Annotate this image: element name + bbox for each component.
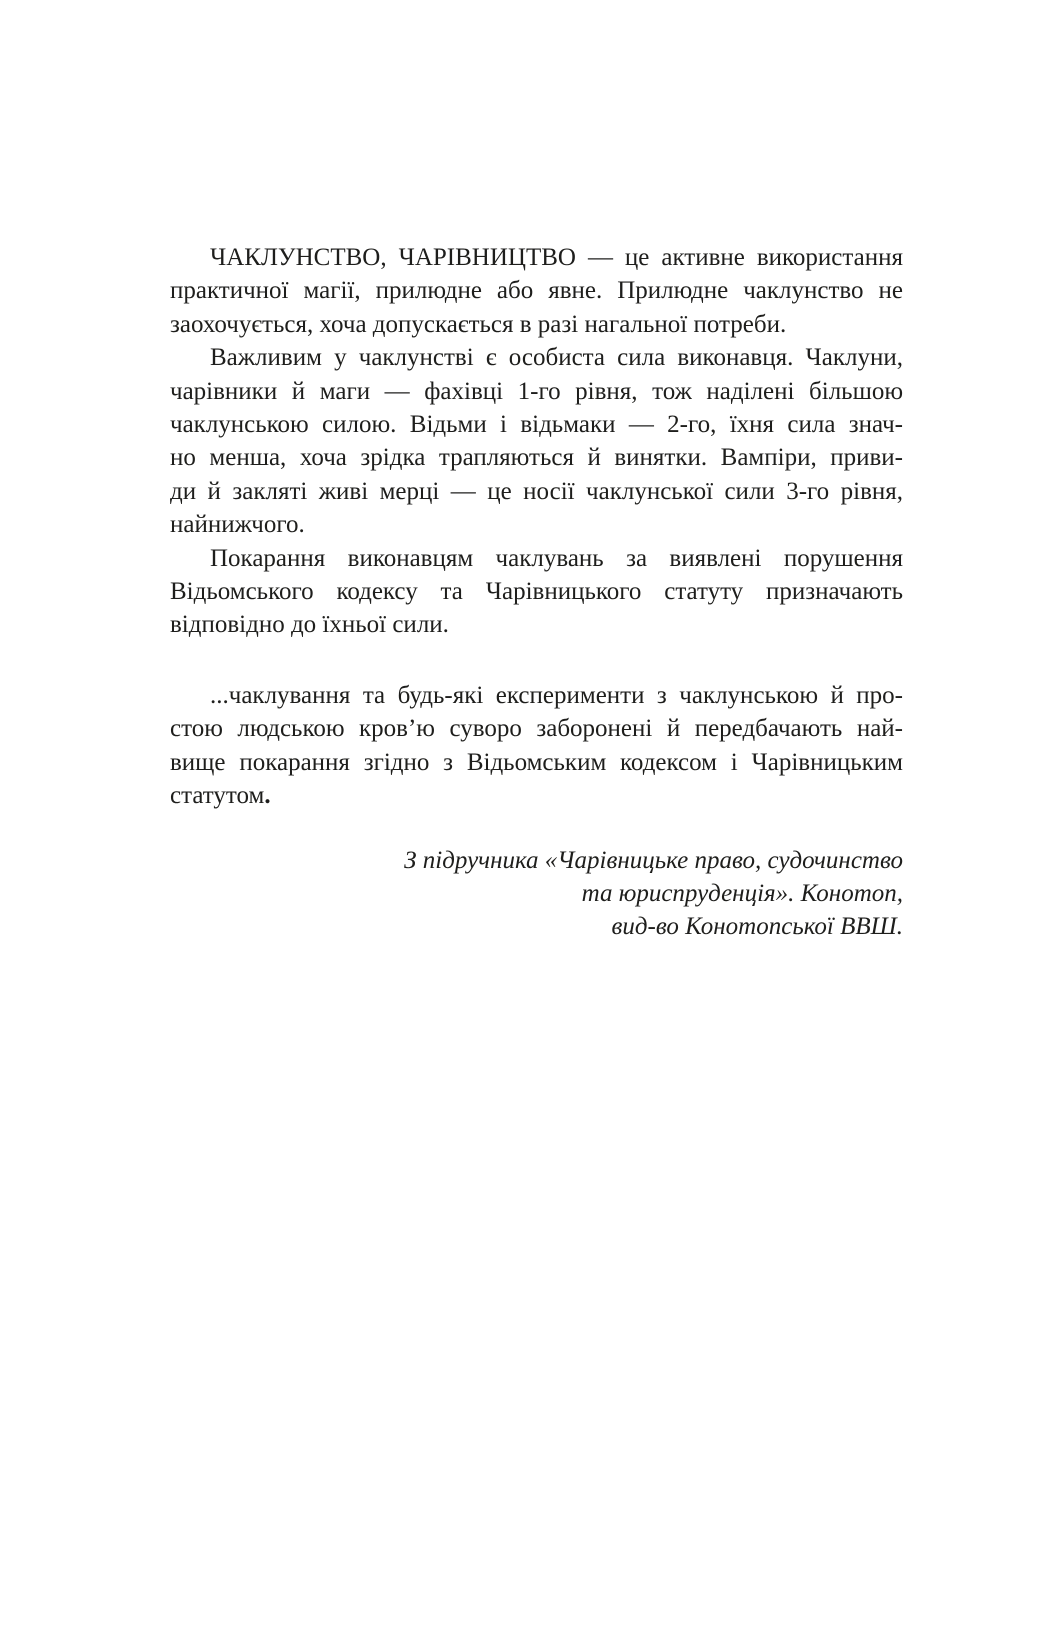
paragraph-3	[170, 542, 903, 642]
text-line	[170, 779, 903, 812]
text-line: ЧАКЛУНСТВО, ЧАРІВНИЦТВО — це активне використання	[210, 244, 903, 271]
line-text: статутом	[170, 782, 265, 810]
paragraph-2	[170, 341, 903, 541]
text-line: ди й закляті живі мерці — це носії чаклунської сили 3-го рівня,	[170, 477, 903, 505]
attribution-line: та юриспруденція». Конотоп,	[581, 879, 903, 907]
text-line: ...чаклування та будь-які експерименти з чаклунською й про-	[210, 681, 903, 709]
attribution-line: З підручника «Чарівницьке право, судочинство	[404, 846, 903, 874]
text-line: практичної магії, прилюдне або явне. Прилюдне чаклунство не	[170, 277, 903, 305]
text-line: стою людською кров’ю суворо заборонені й передбачають най-	[170, 715, 903, 743]
paragraph-4-quote	[170, 679, 903, 813]
text-line: Відьомського кодексу та Чарівницького статуту призначають	[170, 578, 903, 606]
paragraph-1	[170, 241, 903, 341]
text-line: заохочується, хоча допускається в разі нагальної потреби.	[170, 310, 787, 338]
text-line: відповідно до їхньої сили.	[170, 611, 449, 639]
bold-period: .	[264, 782, 271, 810]
text-line: Покарання виконавцям чаклувань за виявлені порушення	[210, 544, 903, 572]
text-line: чарівники й маги — фахівці 1-го рівня, тож наділені більшою	[170, 377, 903, 405]
text-block	[170, 241, 903, 944]
text-line: чаклунською силою. Відьми і відьмаки — 2-го, їхня сила знач-	[170, 411, 903, 439]
text-line: Важливим у чаклунстві є особиста сила виконавця. Чаклуни,	[210, 344, 903, 372]
attribution-line: вид-во Конотопської ВВШ.	[611, 913, 903, 941]
text-line: но менша, хоча зрідка трапляються й винятки. Вампіри, приви-	[170, 444, 903, 472]
text-line: вище покарання згідно з Відьомським кодексом і Чарівницьким	[170, 748, 903, 776]
attribution	[170, 844, 903, 944]
text-line: найнижчого.	[170, 511, 305, 539]
